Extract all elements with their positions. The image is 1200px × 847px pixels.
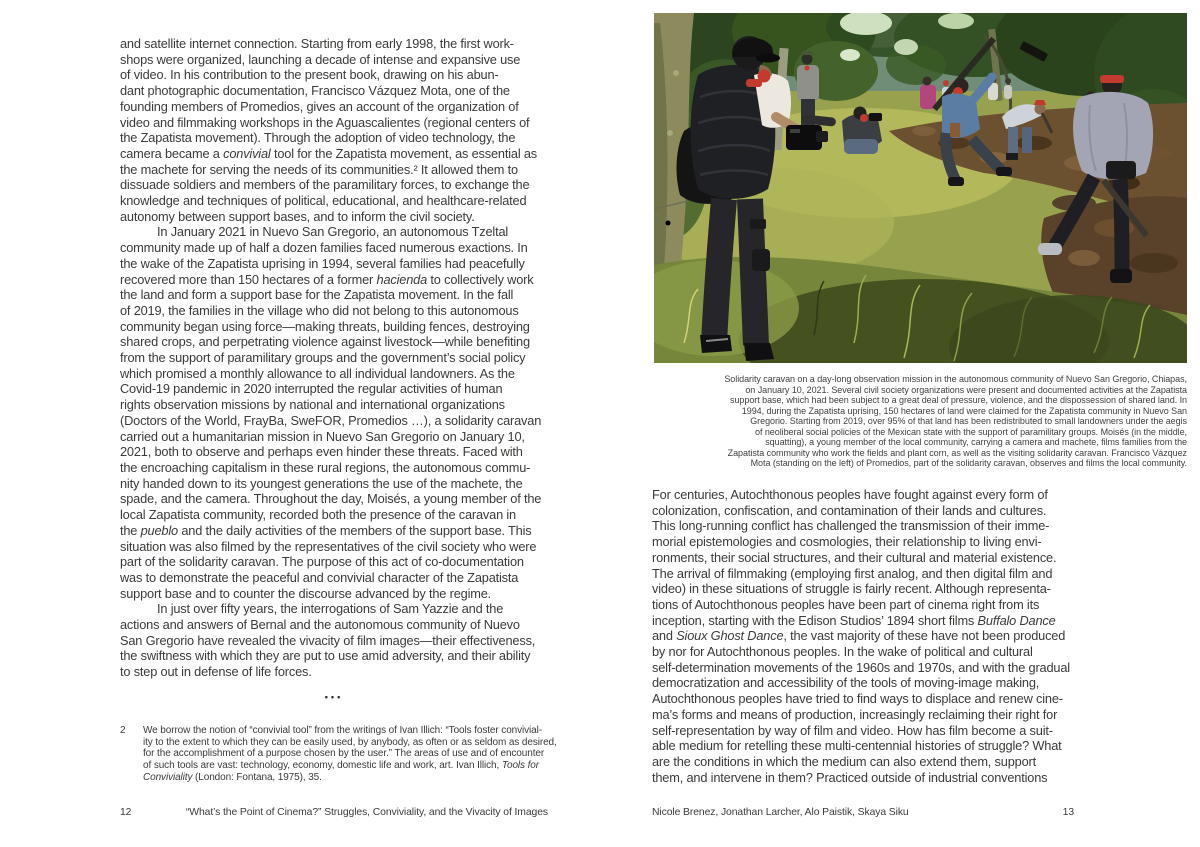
paragraph: In just over fifty years, the interrogations of Sam Yazzie and the actions and answers of Bernal and the autonomous community of Nuevo San Gregorio have revealed the vivacity of film images—their effectiveness, the swiftness with which they are put to use amid adversity, and their ability to step out in defense of life forces.: [120, 601, 536, 680]
section-divider-dots: •••: [324, 692, 344, 702]
right-running-footer: Nicole Brenez, Jonathan Larcher, Alo Paistik, Skaya Siku: [652, 807, 909, 818]
footnote: [120, 725, 570, 784]
photo-caption: Solidarity caravan on a day-long observation mission in the autonomous community of Nuevo San Gregorio, Chiapas, on January 10, 2021. Several civil society organizations were present and documented activities at the Zapatista support base, which had been subject to a great deal of pressure, violence, and the dispossession of shared land. In 1994, during the Zapatista uprising, 150 hectares of land were claimed for the Zapatista community in Nuevo San Gregorio. Starting from 2019, over 95% of that land has been redistributed to small landowners under the aegis of neoliberal social policies of the Mexican state with the support of paramilitary groups. Moisés (in the middle, squatting), a young member of the local community, carrying a camera and machete, films families from the Zapatista community who work the fields and plant corn, as well as the visiting solidarity caravan. Francisco Vázquez Mota (standing on the left) of Promedios, part of the solidarity caravan, observes and films the local community.: [724, 374, 1187, 468]
left-page-number: 12: [120, 807, 132, 818]
paragraph: In January 2021 in Nuevo San Gregorio, an autonomous Tzeltal community made up of half a dozen families faced numerous exactions. In the wake of the Zapatista uprising in 1994, several families had peacefully recovered more than 150 hectares of a former hacienda to collectively work the land and form a support base for the Zapatista movement. In the fall of 2019, the families in the village who did not belong to this autonomous community began using force—making threats, building fences, destroying shared crops, and perpetrating violence against livestock—while benefiting from the support of paramilitary groups and the government’s social policy which promised a monthly allowance to all individual landowners. As the Covid-19 pandemic in 2020 interrupted the regular activities of human rights observation missions by national and international organizations (Doctors of the World, FrayBa, SweFOR, Promedios …), a solidarity caravan carried out a humanitarian mission in Nuevo San Gregorio on January 10, 2021, both to observe and perhaps even hinder these threats. Faced with the encroaching capitalism in these rural regions, the autonomous commu- nity handed down to its youngest generations the use of the machete, the spade, and the camera. Throughout the day, Moisés, a young member of the local Zapatista community, recorded both the presence of the caravan in the pueblo and the daily activities of the members of the support base. This situation was also filmed by the representatives of the civil society who were part of the solidarity caravan. The purpose of this act of co-documentation was to demonstrate the peaceful and convivial character of the Zapatista support base and to counter the discourse advanced by the regime.: [120, 224, 542, 601]
photo-solidarity-caravan: [654, 13, 1187, 363]
right-page-number: 13: [1062, 807, 1074, 818]
paragraph: For centuries, Autochthonous peoples have fought against every form of colonization, confiscation, and contamination of their lands and cultures. This long-running conflict has challenged the transmission of their imme- morial epistemologies and cosmologies, their relationship to living envi- ronments, their social structures, and their cultural and material existence. The arrival of filmmaking (employing first analog, and then digital film and video) in these situations of struggle is fairly recent. Although representa- tions of Autochthonous peoples have been part of cinema right from its inception, starting with the Edison Studios’ 1894 short films Buffalo Dance and Sioux Ghost Dance, the vast majority of these have not been produced by nor for Autochthonous peoples. In the wake of political and cultural self-determination movements of the 1960s and 1970s, and with the gradual democratization and accessibility of the tools of moving-image making, Autochthonous peoples have tried to find ways to displace and renew cine- ma’s forms and means of production, increasingly reclaiming their right for self-representation by way of film and video. How has film become a suit- able medium for retelling these multi-centennial histories of struggle? What are the conditions in which the medium can also extend them, support them, and intervene in them? Practiced outside of industrial conventions: [652, 487, 1070, 785]
footnote-text: We borrow the notion of “convivial tool” from the writings of Ivan Illich: “Tools foster convivial- ity to the extent to which they can be easily used, by anybody, as often or as seldom as desired, for the accomplishment of a purpose chosen by the user.” The areas of use and of encounter of such tools are vast: technology, economy, domestic life and work, art. Ivan Illich, Tools for Conviviality (London: Fontana, 1975), 35.: [143, 725, 557, 783]
left-page-footer: [120, 807, 548, 818]
left-page-text-column: [120, 36, 555, 680]
footnote-number: 2: [120, 725, 126, 736]
left-running-footer: “What’s the Point of Cinema?” Struggles, Conviviality, and the Vivacity of Images: [185, 807, 548, 818]
right-page-footer: [652, 807, 1074, 818]
right-page-text-column: [652, 487, 1092, 785]
photo-illustration: [654, 13, 1187, 363]
paragraph: and satellite internet connection. Starting from early 1998, the first work- shops were organized, launching a decade of intense and expansive use of video. In his contribution to the present book, drawing on his abun- dant photographic documentation, Francisco Vázquez Mota, one of the founding members of Promedios, gives an account of the organization of video and filmmaking workshops in the Aguascalientes (regional centers of the Zapatista movement). Through the adoption of video technology, the camera became a convivial tool for the Zapatista movement, as essential as the machete for serving the needs of its communities.² It allowed them to dissuade soldiers and members of the paramilitary forces, to exchange the knowledge and techniques of political, educational, and healthcare-related autonomy between support bases, and to inform the civil society.: [120, 36, 538, 224]
